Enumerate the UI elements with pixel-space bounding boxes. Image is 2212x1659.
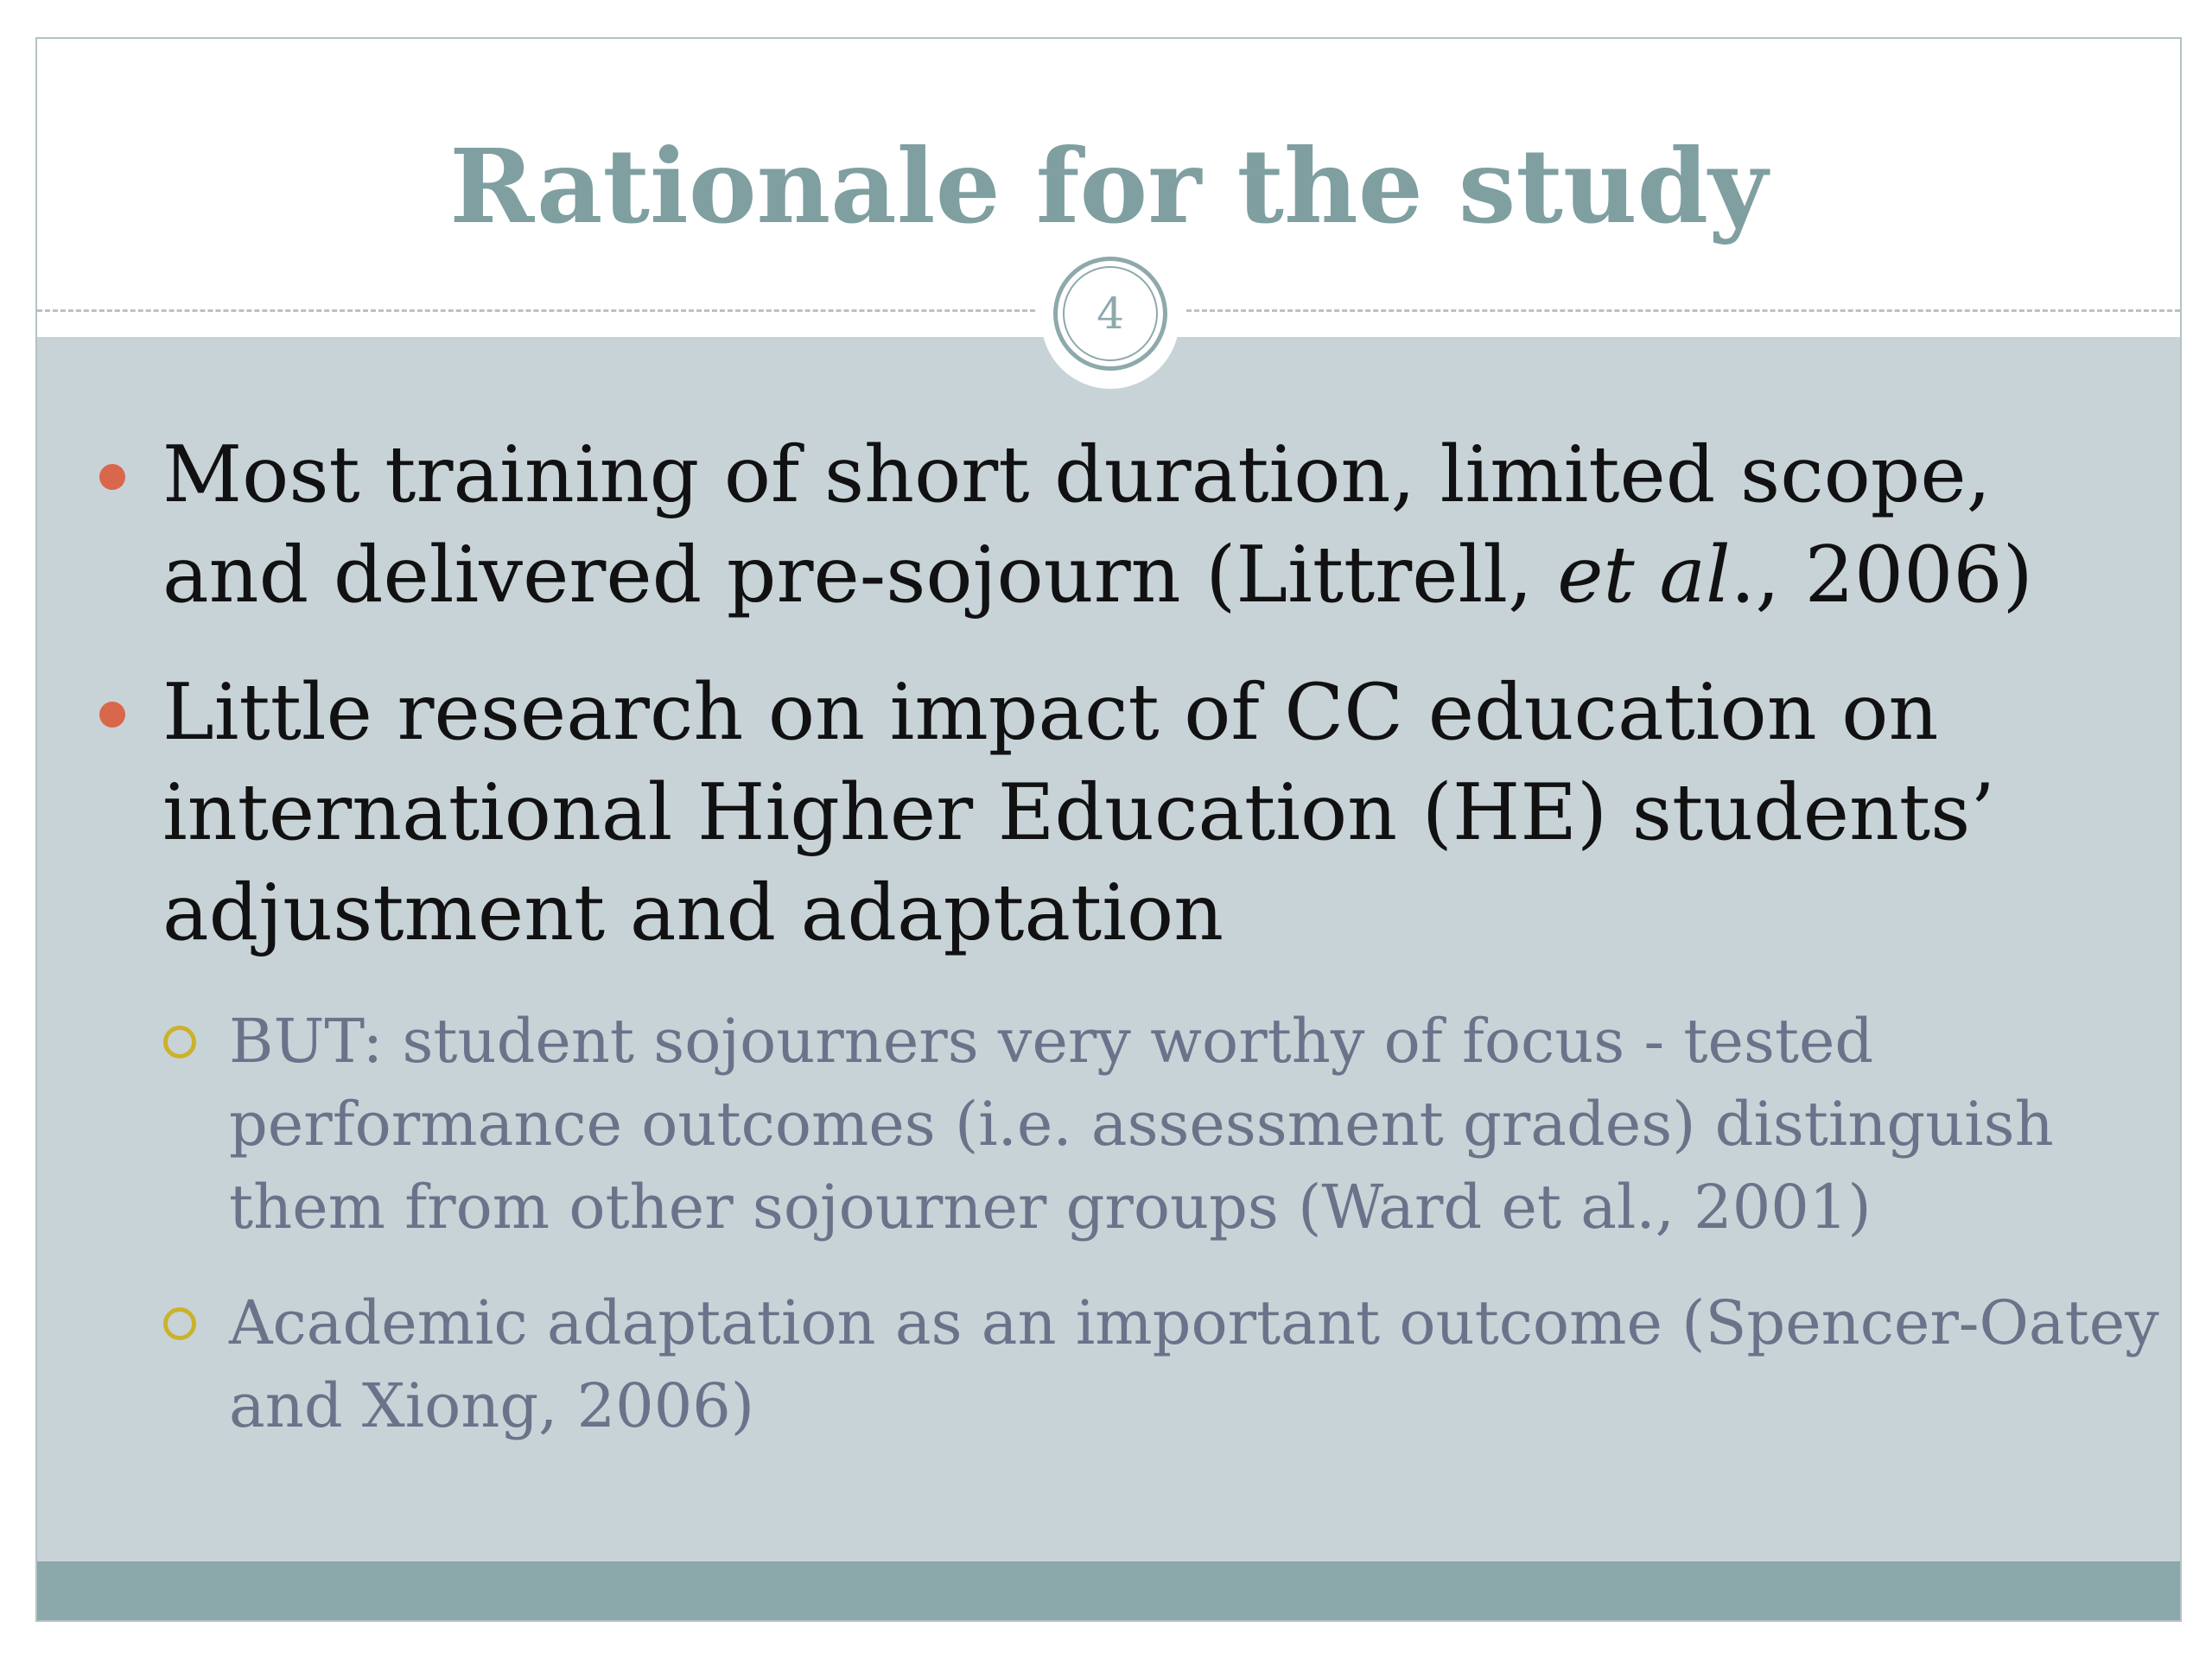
slide: [35, 37, 2182, 1622]
slide-title: Rationale for the study: [449, 126, 1768, 246]
sub-bullet-ring-icon: [163, 1307, 196, 1340]
bullet-item-1: [162, 425, 2115, 626]
bullet-1-text-end: ., 2006): [1730, 530, 2033, 620]
bullet-list: [37, 337, 2180, 1561]
bullet-item-2: Little research on impact of CC education on international Higher Education (HE) students’ adjustment and adaptation: [162, 667, 1995, 958]
slide-number: 4: [1063, 266, 1158, 361]
slide-number-badge: [1053, 257, 1167, 371]
bullet-1-italic: et al: [1557, 530, 1731, 620]
bullet-dot-icon: [99, 702, 125, 728]
content-area: [37, 337, 2180, 1561]
bullet-dot-icon: [99, 464, 125, 490]
sub-bullet-item-2: Academic adaptation as an important outcome (Spencer-Oatey and Xiong, 2006): [229, 1287, 2159, 1441]
title-divider-right: [1186, 309, 2180, 312]
sub-bullet-ring-icon: [163, 1026, 196, 1058]
title-divider-left: [37, 309, 1035, 312]
footer-band: [37, 1561, 2180, 1622]
bullet-1-text-start: Most training of short duration, limited scope, and delivered pre-sojourn (Littrell,: [162, 429, 1992, 620]
sub-bullet-item-1: BUT: student sojourners very worthy of focus - tested performance outcomes (i.e. assessment grades) distinguish them from other sojourner groups (Ward et al., 2001): [229, 1006, 2054, 1243]
